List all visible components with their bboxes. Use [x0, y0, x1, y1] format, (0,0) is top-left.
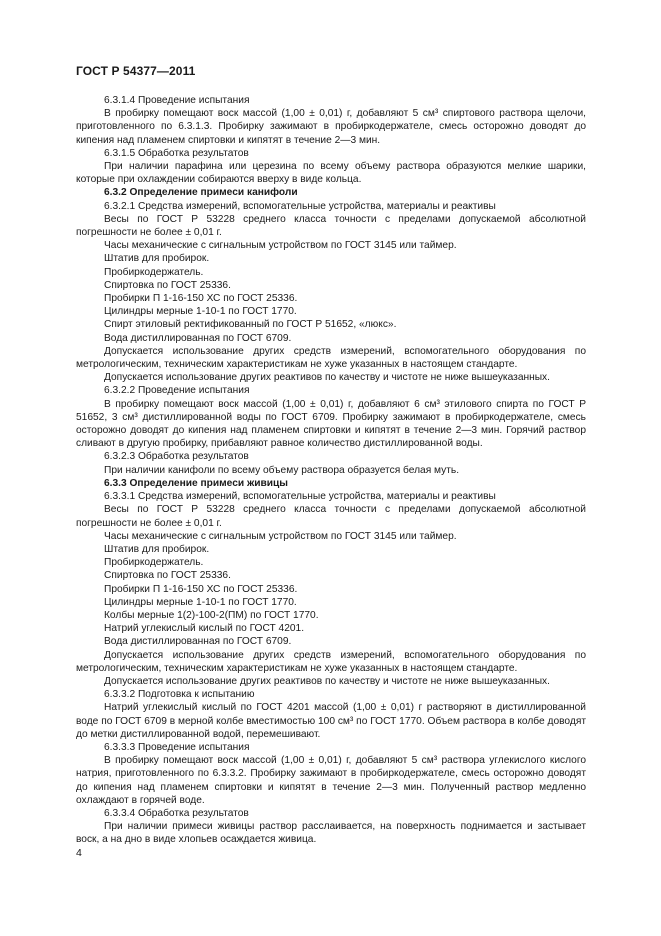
- page-number: 4: [76, 847, 82, 859]
- section-heading: 6.3.2 Определение примеси канифоли: [104, 187, 298, 199]
- document-header: ГОСТ Р 54377—2011: [76, 64, 196, 78]
- paragraph: Спиртовка по ГОСТ 25336.: [104, 570, 231, 582]
- paragraph: Колбы мерные 1(2)-100-2(ПМ) по ГОСТ 1770.: [104, 609, 319, 621]
- paragraph: Штатив для пробирок.: [104, 253, 210, 265]
- paragraph: Часы механические с сигнальным устройством по ГОСТ 3145 или таймер.: [104, 530, 457, 542]
- section-heading: 6.3.3 Определение примеси живицы: [104, 477, 288, 489]
- paragraph: Допускается использование других средств измерений, вспомогательного оборудования по метрологическим, техническим характеристикам не хуже указанных в настоящем стандарте.: [76, 649, 586, 674]
- paragraph: Натрий углекислый кислый по ГОСТ 4201.: [104, 623, 305, 635]
- paragraph: 6.3.2.2 Проведение испытания: [104, 385, 250, 397]
- paragraph: 6.3.2.1 Средства измерений, вспомогательные устройства, материалы и реактивы: [104, 200, 496, 212]
- paragraph: Допускается использование других реактивов по качеству и чистоте не ниже вышеуказанных.: [104, 675, 550, 687]
- paragraph: Цилиндры мерные 1-10-1 по ГОСТ 1770.: [104, 596, 297, 608]
- paragraph: Цилиндры мерные 1-10-1 по ГОСТ 1770.: [104, 306, 297, 318]
- paragraph: 6.3.3.4 Обработка результатов: [104, 807, 249, 819]
- paragraph: Штатив для пробирок.: [104, 543, 210, 555]
- paragraph: 6.3.3.2 Подготовка к испытанию: [104, 689, 255, 701]
- paragraph: 6.3.3.1 Средства измерений, вспомогательные устройства, материалы и реактивы: [104, 491, 496, 503]
- paragraph: 6.3.2.3 Обработка результатов: [104, 451, 249, 463]
- paragraph: Часы механические с сигнальным устройством по ГОСТ 3145 или таймер.: [104, 240, 457, 252]
- paragraph: Пробирки П 1-16-150 ХС по ГОСТ 25336.: [104, 583, 298, 595]
- paragraph: Допускается использование других средств измерений, вспомогательного оборудования по метрологическим, техническим характеристикам не хуже указанных в настоящем стандарте.: [76, 345, 586, 371]
- paragraph: Спиртовка по ГОСТ 25336.: [104, 279, 231, 291]
- paragraph: Пробирки П 1-16-150 ХС по ГОСТ 25336.: [104, 293, 298, 305]
- paragraph: Пробиркодержатель.: [104, 557, 204, 569]
- paragraph: 6.3.1.5 Обработка результатов: [104, 147, 249, 159]
- paragraph: Допускается использование других реактивов по качеству и чистоте не ниже вышеуказанных.: [104, 372, 550, 384]
- paragraph: В пробирку помещают воск массой (1,00 ± 0,01) г, добавляют 6 см³ этилового спирта по ГОСТ Р 51652, 3 см³ дистиллированной воды по ГОСТ 6709. Пробирку зажимают в пробиркодержателе, смесь осторожно доводят до кипения над пламенем спиртовки и кипятят в течение 2—3 мин. Горячий раствор сливают в другую пробирку, прибавляют равное количество дистиллированной воды.: [76, 398, 586, 450]
- paragraph: Вода дистиллированная по ГОСТ 6709.: [104, 636, 292, 648]
- document-body: [76, 94, 586, 847]
- paragraph: При наличии канифоли по всему объему раствора образуется белая муть.: [104, 464, 460, 476]
- paragraph: 6.3.1.4 Проведение испытания: [104, 95, 250, 106]
- paragraph: Пробиркодержатель.: [104, 266, 204, 278]
- paragraph: Весы по ГОСТ Р 53228 среднего класса точности с пределами допускаемой абсолютной погрешности не более ± 0,01 г.: [76, 213, 586, 239]
- paragraph: В пробирку помещают воск массой (1,00 ± 0,01) г, добавляют 5 см³ раствора углекислого кислого натрия, приготовленного по 6.3.3.2. Пробирку зажимают в пробиркодержателе, смесь осторожно доводят до кипения над пламенем спиртовки и кипятят в течение 2—3 мин. Полученный раствор медленно охлаждают в горячей воде.: [76, 755, 586, 806]
- paragraph: Спирт этиловый ректификованный по ГОСТ Р 51652, «люкс».: [104, 319, 397, 331]
- paragraph: В пробирку помещают воск массой (1,00 ± 0,01) г, добавляют 5 см³ спиртового раствора щелочи, приготовленного по 6.3.1.3. Пробирку зажимают в пробиркодержателе, смесь осторожно доводят до кипения над пламенем спиртовки и кипятят в течение 2—3 мин.: [76, 108, 586, 146]
- paragraph: При наличии парафина или церезина по всему объему раствора образуются мелкие шарики, которые при охлаждении собираются вверху в виде кольца.: [76, 161, 586, 186]
- paragraph: Натрий углекислый кислый по ГОСТ 4201 массой (1,00 ± 0,01) г растворяют в дистиллированной воде по ГОСТ 6709 в мерной колбе вместимостью 100 см³ по ГОСТ 1770. Объем раствора в колбе доводят до метки дистиллированной водой, перемешивают.: [76, 702, 586, 740]
- paragraph: Вода дистиллированная по ГОСТ 6709.: [104, 332, 292, 344]
- paragraph: 6.3.3.3 Проведение испытания: [104, 741, 250, 753]
- paragraph: При наличии примеси живицы раствор расслаивается, на поверхность поднимается и застывает воск, а на дно в виде хлопьев осаждается живица.: [76, 821, 586, 846]
- paragraph: Весы по ГОСТ Р 53228 среднего класса точности с пределами допускаемой абсолютной погрешности не более ± 0,01 г.: [76, 504, 586, 529]
